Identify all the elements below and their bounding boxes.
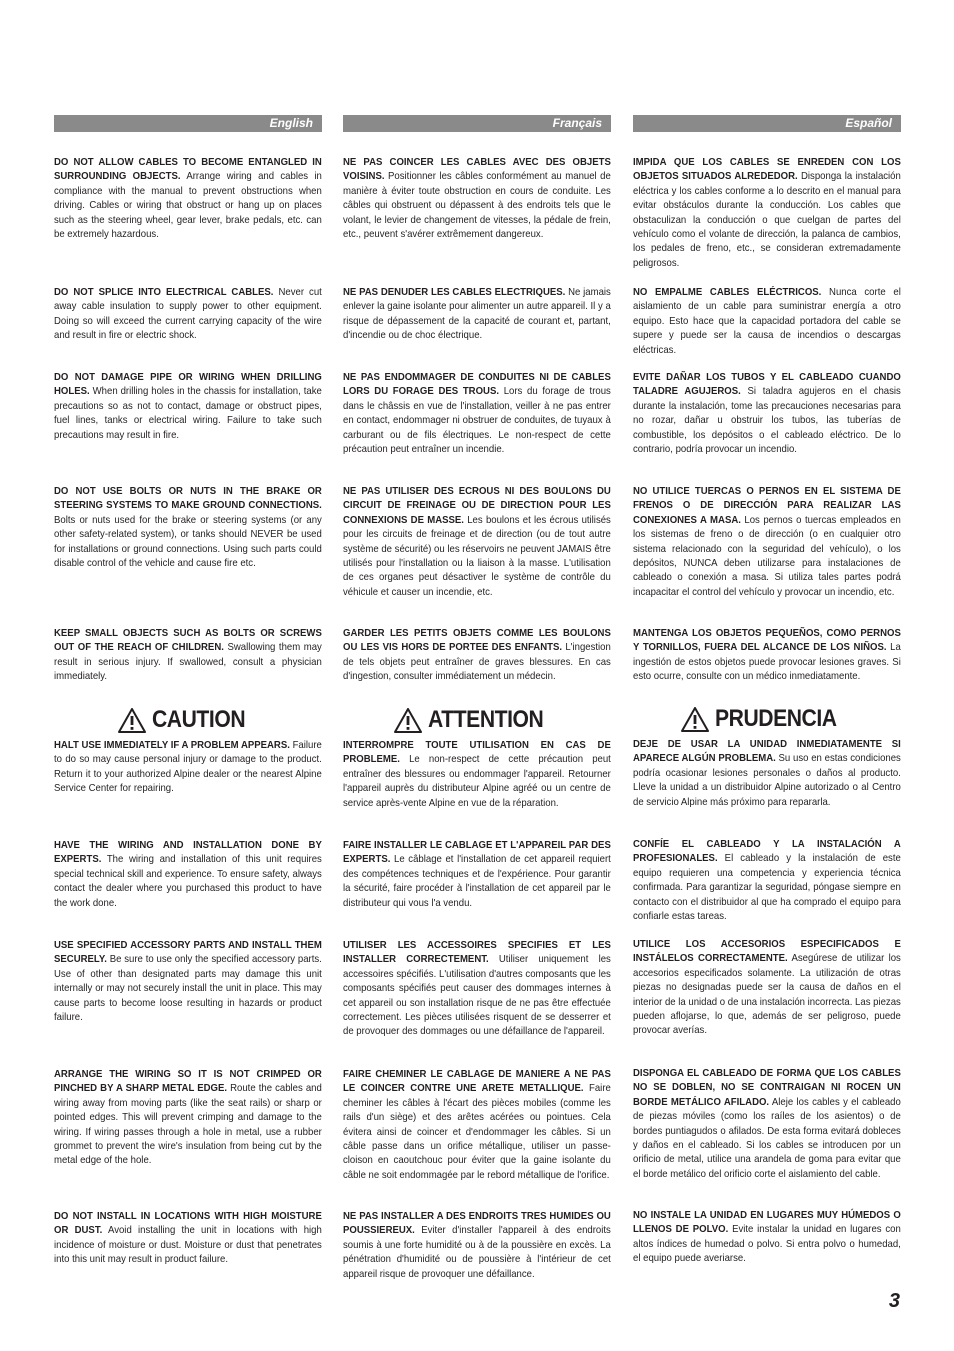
caution-item: NE PAS INSTALLER A DES ENDROITS TRES HUMIDES OU POUSSIEREUX. Eviter d'installer l'appareil à des endroits soumis à une forte humidité ou à de la poussière en excès. La pénétration d'humidité ou de poussière à l'intérieur de cet appareil risque de provoquer une défaillance. <box>343 1211 611 1280</box>
warning-item: MANTENGA LOS OBJETOS PEQUEÑOS, COMO PERNOS Y TORNILLOS, FUERA DEL ALCANCE DE LOS NIÑOS. La ingestión de estos objetos puede provocar lesiones graves. Si esto ocurre, consulte con un médico inmediatamente. <box>633 628 901 683</box>
warning-triangle-icon <box>681 707 709 732</box>
column-english <box>54 115 322 1266</box>
page-number: 3 <box>888 1290 900 1312</box>
warning-item: IMPIDA QUE LOS CABLES SE ENREDEN CON LOS OBJETOS SITUADOS ALREDEDOR. Disponga la instalación eléctrica y los cables conforme a lo descrito en el manual para evitar obstáculos durante la conducción. Los cables que obstaculizan la conducción o que cuelgan de partes del vehículo como el volante de dirección, la palanca de cambios, los pedales de freno, etc., se consideran extremadamente peligrosos. <box>633 157 901 269</box>
caution-item: FAIRE INSTALLER LE CABLAGE ET L'APPAREIL PAR DES EXPERTS. Le câblage et l'installation de cet appareil requiert des compétences techniques et de l'expérience. Pour garantir la sécurité, faire procéder à l'installation de cet appareil par le distributeur qui vous l'a vendu. <box>343 840 611 909</box>
warning-triangle-icon <box>394 708 422 733</box>
caution-item: HALT USE IMMEDIATELY IF A PROBLEM APPEARS. Failure to do so may cause personal injury or damage to the product. Return it to your authorized Alpine dealer or the nearest Alpine Service Center for repairing. <box>54 740 322 795</box>
warning-item: NO UTILICE TUERCAS O PERNOS EN EL SISTEMA DE FRENOS O DE DIRECCIÓN PARA REALIZAR LAS CONEXIONES A MASA. Los pernos o tuercas empleados en los sistemas de freno o de dirección (o en cualquier otro sistema relacionado con la seguridad del vehículo), o los depósitos, NUNCA deben utilizarse para instalaciones de cableado o conexión a masa. Si utiliza tales partes podrá incapacitar el control del vehículo y provocar un incendio, etc. <box>633 486 901 598</box>
warning-item: NO EMPALME CABLES ELÉCTRICOS. Nunca corte el aislamiento de un cable para suministrar energía a otro equipo. Esto hace que la capacidad portadora del cable se supere y puede ser la causa de incendios o descargas eléctricas. <box>633 287 901 356</box>
caution-item: DEJE DE USAR LA UNIDAD INMEDIATAMENTE SI APARECE ALGÚN PROBLEMA. Su uso en estas condiciones podría ocasionar lesiones personales o daños al producto. Lleve la unidad a un distribuidor Alpine autorizado o al Centro de servicio Alpine más próximo para repararla. <box>633 739 901 808</box>
caution-item: DO NOT INSTALL IN LOCATIONS WITH HIGH MOISTURE OR DUST. Avoid installing the unit in locations with high incidence of moisture or dust. Moisture or dust that penetrates into this unit may result in product failure. <box>54 1211 322 1266</box>
warning-item: GARDER LES PETITS OBJETS COMME LES BOULONS OU LES VIS HORS DE PORTEE DES ENFANTS. L'ingestion de tels objets peut entraîner de graves blessures. En cas d'ingestion, consulter immédiatement un médecin. <box>343 628 611 683</box>
caution-heading: CAUTION <box>54 705 322 735</box>
caution-item: NO INSTALE LA UNIDAD EN LUGARES MUY HÚMEDOS O LLENOS DE POLVO. Evite instalar la unidad en lugares con altos índices de humedad o polvo. Si entra polvo o humedad, el equipo puede averiarse. <box>633 1210 901 1265</box>
warning-item: DO NOT SPLICE INTO ELECTRICAL CABLES. Never cut away cable insulation to supply power to other equipment. Doing so will exceed the current carrying capacity of the wire and result in fire or electric shock. <box>54 287 322 342</box>
warning-item: KEEP SMALL OBJECTS SUCH AS BOLTS OR SCREWS OUT OF THE REACH OF CHILDREN. Swallowing them may result in serious injury. If swallowed, consult a physician immediately. <box>54 628 322 683</box>
warning-item: DO NOT USE BOLTS OR NUTS IN THE BRAKE OR STEERING SYSTEMS TO MAKE GROUND CONNECTIONS. Bolts or nuts used for the brake or steering systems (or any other safety-related system), or tanks should NEVER be used for installations or ground connections. Using such parts could disable control of the vehicle and cause fire etc. <box>54 486 322 570</box>
language-label: Français <box>343 115 611 132</box>
caution-item: HAVE THE WIRING AND INSTALLATION DONE BY EXPERTS. The wiring and installation of this unit requires special technical skill and experience. To ensure safety, always contact the dealer where you purchased this product to have the work done. <box>54 840 322 909</box>
caution-item: UTILISER LES ACCESSOIRES SPECIFIES ET LES INSTALLER CORRECTEMENT. Utiliser uniquement les accessoires spécifiés. L'utilisation d'autres composants que les composants spécifiés peut causer des dommages internes à cet appareil ou son installation risque de ne pas être effectuée correctement. Les pièces utilisées risquent de se desserrer et de provoquer des dommages ou une défaillance de l'appareil. <box>343 940 611 1038</box>
caution-item: UTILICE LOS ACCESORIOS ESPECIFICADOS E INSTÁLELOS CORRECTAMENTE. Asegúrese de utilizar los accesorios especificados solamente. La utilización de otras piezas no designadas puede ser la causa de daños en el interior de la unidad o de una instalación incorrecta. Las piezas pueden aflojarse, lo que, además de ser peligroso, puede provocar averías. <box>633 939 901 1037</box>
language-label: Español <box>633 115 901 132</box>
caution-heading: PRUDENCIA <box>633 704 901 734</box>
warning-triangle-icon <box>118 708 146 733</box>
column-spanish <box>633 115 901 1265</box>
caution-item: USE SPECIFIED ACCESSORY PARTS AND INSTALL THEM SECURELY. Be sure to use only the specified accessory parts. Use of other than designated parts may damage this unit internally or may not securely install the unit in place. This may cause parts to become loose resulting in hazards or product failure. <box>54 940 322 1024</box>
caution-item: CONFÍE EL CABLEADO Y LA INSTALACIÓN A PROFESIONALES. El cableado y la instalación de este equipo requieren una competencia y experiencia técnica confirmada. Para garantizar la seguridad, póngase siempre en contacto con el distribuidor al que ha comprado el equipo para confiarle estas tareas. <box>633 839 901 923</box>
column-french <box>343 115 611 1280</box>
caution-heading: ATTENTION <box>343 705 611 735</box>
warning-item: DO NOT ALLOW CABLES TO BECOME ENTANGLED IN SURROUNDING OBJECTS. Arrange wiring and cables in compliance with the manual to prevent obstructions when driving. Cables or wiring that obstruct or hang up on places such as the steering wheel, gear lever, brake pedals, etc. can be extremely hazardous. <box>54 157 322 241</box>
warning-item: EVITE DAÑAR LOS TUBOS Y EL CABLEADO CUANDO TALADRE AGUJEROS. Si taladra agujeros en el chasis durante la instalación, tome las precauciones necesarias para no rozar, dañar u obstruir los tubos, las tuberías de combustible, los depósitos o el cableado eléctrico. De lo contrario, podría provocar un incendio. <box>633 372 901 456</box>
caution-item: DISPONGA EL CABLEADO DE FORMA QUE LOS CABLES NO SE DOBLEN, NO SE CONTRAIGAN NI ROCEN UN BORDE METÁLICO AFILADO. Aleje los cables y el cableado de piezas móviles (como los raíles de los asientos) o de bordes puntiagudos o afilados. De esta forma evitará dobleces y daños en el cableado. Si los cables se introducen por un orificio de metal, utilice una arandela de goma para evitar que el borde metálico del orificio corte el aislamiento del cable. <box>633 1068 901 1180</box>
caution-item: ARRANGE THE WIRING SO IT IS NOT CRIMPED OR PINCHED BY A SHARP METAL EDGE. Route the cables and wiring away from moving parts (like the seat rails) or sharp or pointed edges. This will prevent crimping and damage to the wiring. If wiring passes through a hole in metal, use a rubber grommet to prevent the wire's insulation from being cut by the metal edge of the hole. <box>54 1069 322 1167</box>
caution-item: FAIRE CHEMINER LE CABLAGE DE MANIERE A NE PAS LE COINCER CONTRE UNE ARETE METALLIQUE. Faire cheminer les câbles à l'écart des pièces mobiles (comme les rails d'un siège) et des arêtes acérées ou pointues. Cela évitera ainsi de coincer et d'endommager les câbles. Si un câble passe dans un orifice métallique, utiliser un passe-cloison en caoutchouc pour éviter que la gaine isolante du câble ne soit endommagée par le rebord métallique de l'orifice. <box>343 1069 611 1181</box>
warning-item: NE PAS DENUDER LES CABLES ELECTRIQUES. Ne jamais enlever la gaine isolante pour alimenter un autre appareil. Il y a risque de dépassement de la capacité de courant et, partant, d'incendie ou de choc électrique. <box>343 287 611 342</box>
warning-item: NE PAS COINCER LES CABLES AVEC DES OBJETS VOISINS. Positionner les câbles conformément au manuel de manière à éviter toute obstruction en cours de conduite. Les câbles qui obstruent ou dépassent à des endroits tels que le volant, le levier de changement de vitesses, la pédale de frein, etc., peuvent s'avérer extrêmement dangereux. <box>343 157 611 241</box>
caution-item: INTERROMPRE TOUTE UTILISATION EN CAS DE PROBLEME. Le non-respect de cette précaution peut entraîner des blessures ou endommager l'appareil. Retourner l'appareil auprès du distributeur Alpine agréé ou un centre de service après-vente Alpine en vue de la réparation. <box>343 740 611 809</box>
warning-item: NE PAS ENDOMMAGER DE CONDUITES NI DE CABLES LORS DU FORAGE DES TROUS. Lors du forage de trous dans le châssis en vue de l'installation, veiller à ne pas entrer en contact, endommager ni obstruer de conduites, de tuyaux à carburant ou de fils électriques. Le non-respect de cette précaution peut entraîner un incendie. <box>343 372 611 456</box>
warning-item: DO NOT DAMAGE PIPE OR WIRING WHEN DRILLING HOLES. When drilling holes in the chassis for installation, take precautions so as not to contact, damage or obstruct pipes, fuel lines, tanks or electrical wiring. Failure to take such precautions may result in fire. <box>54 372 322 441</box>
warning-item: NE PAS UTILISER DES ECROUS NI DES BOULONS DU CIRCUIT DE FREINAGE OU DE DIRECTION POUR LES CONNEXIONS DE MASSE. Les boulons et les écrous utilisés pour les circuits de freinage et de direction (ou de tout autre système de sécurité) ou les réservoirs ne peuvent JAMAIS être utilisés pour l'installation ou la liaison à la masse. L'utilisation de ces organes peut désactiver le système de contrôle du véhicule et causer un incendie, etc. <box>343 486 611 598</box>
language-label: English <box>54 115 322 132</box>
